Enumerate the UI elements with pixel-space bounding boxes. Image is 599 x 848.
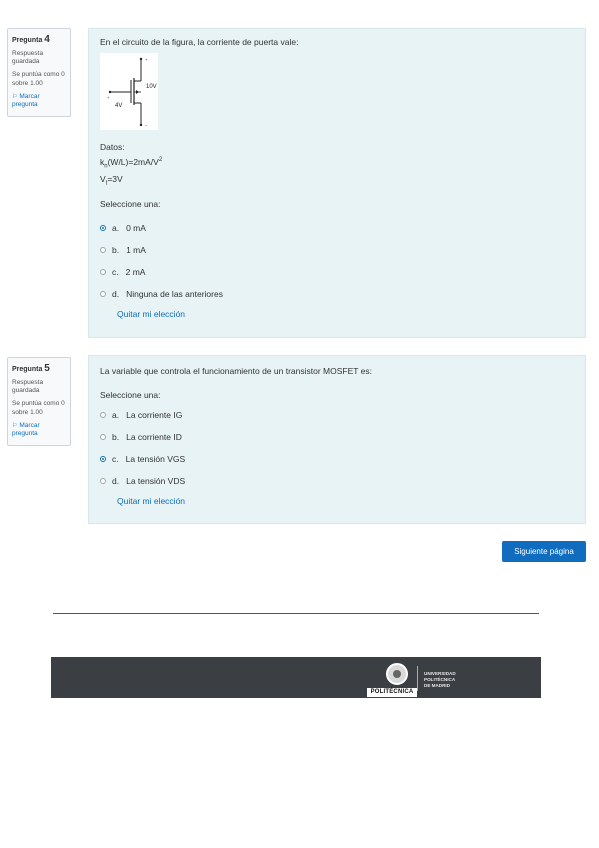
answer-options xyxy=(100,404,574,492)
question-text: En el circuito de la figura, la corriente de puerta vale: xyxy=(100,37,299,47)
answer-option[interactable]: d. La tensión VDS xyxy=(100,470,574,492)
politecnica-logo: POLITÉCNICA xyxy=(367,688,417,697)
data-kn: $k_n(W/L)=2mA/V^2$ xyxy=(100,156,163,170)
radio-button[interactable] xyxy=(100,291,106,297)
answer-options xyxy=(100,217,574,305)
answer-option[interactable]: c. La tensión VGS xyxy=(100,448,574,470)
site-footer xyxy=(51,657,541,698)
vgs-label: 4V xyxy=(115,103,123,109)
data-label: Datos: xyxy=(100,142,125,152)
radio-button[interactable] xyxy=(100,478,106,484)
answer-option[interactable]: b. La corriente ID xyxy=(100,426,574,448)
data-vt: $V_t=3V$ xyxy=(100,174,123,187)
question-5-info xyxy=(7,357,71,446)
radio-button[interactable] xyxy=(100,412,106,418)
svg-text:+: + xyxy=(145,57,148,62)
radio-button[interactable] xyxy=(100,247,106,253)
next-page-button[interactable]: Siguiente página xyxy=(502,541,586,562)
question-5-content xyxy=(88,355,586,524)
question-state: Respuesta guardada xyxy=(12,49,44,66)
question-text: La variable que controla el funcionamiento de un transistor MOSFET es: xyxy=(100,366,372,376)
answer-option[interactable]: a. 0 mA xyxy=(100,217,574,239)
flag-icon: ⚐ xyxy=(12,422,18,429)
university-name: UNIVERSIDAD POLITÉCNICA DE MADRID xyxy=(424,671,456,689)
question-grade: Se puntúa como 0 sobre 1.00 xyxy=(12,400,65,416)
question-4-info xyxy=(7,28,71,117)
radio-button[interactable] xyxy=(100,269,106,275)
question-4-content xyxy=(88,28,586,338)
question-grade: Se puntúa como 0 sobre 1.00 xyxy=(12,71,65,87)
select-prompt: Seleccione una: xyxy=(100,390,161,400)
radio-button[interactable] xyxy=(100,225,106,231)
clear-choice-link[interactable]: Quitar mi elección xyxy=(117,309,186,320)
radio-button[interactable] xyxy=(100,434,106,440)
clear-choice-link[interactable]: Quitar mi elección xyxy=(117,496,186,506)
svg-text:+: + xyxy=(107,95,110,100)
question-number: Pregunta 4 xyxy=(12,34,50,45)
answer-option[interactable]: c. 2 mA xyxy=(100,261,574,283)
circuit-figure xyxy=(100,53,158,130)
question-number: Pregunta 5 xyxy=(12,363,50,374)
answer-option[interactable]: a. La corriente IG xyxy=(100,404,574,426)
footer-divider xyxy=(53,613,539,614)
svg-text:−: − xyxy=(145,123,148,128)
logo-separator xyxy=(417,666,418,691)
select-prompt: Seleccione una: xyxy=(100,199,161,210)
answer-option[interactable]: b. 1 mA xyxy=(100,239,574,261)
answer-option[interactable]: d. Ninguna de las anteriores xyxy=(100,283,574,305)
question-state: Respuesta guardada xyxy=(12,378,44,395)
university-seal-icon xyxy=(386,663,408,685)
data-section xyxy=(100,140,574,189)
flag-icon: ⚐ xyxy=(12,93,18,100)
vdd-label: 10V xyxy=(146,84,157,90)
flag-question-link[interactable]: ⚐ Marcar pregunta xyxy=(12,421,40,438)
flag-question-link[interactable]: ⚐ Marcar pregunta xyxy=(12,92,40,109)
radio-button[interactable] xyxy=(100,456,106,462)
